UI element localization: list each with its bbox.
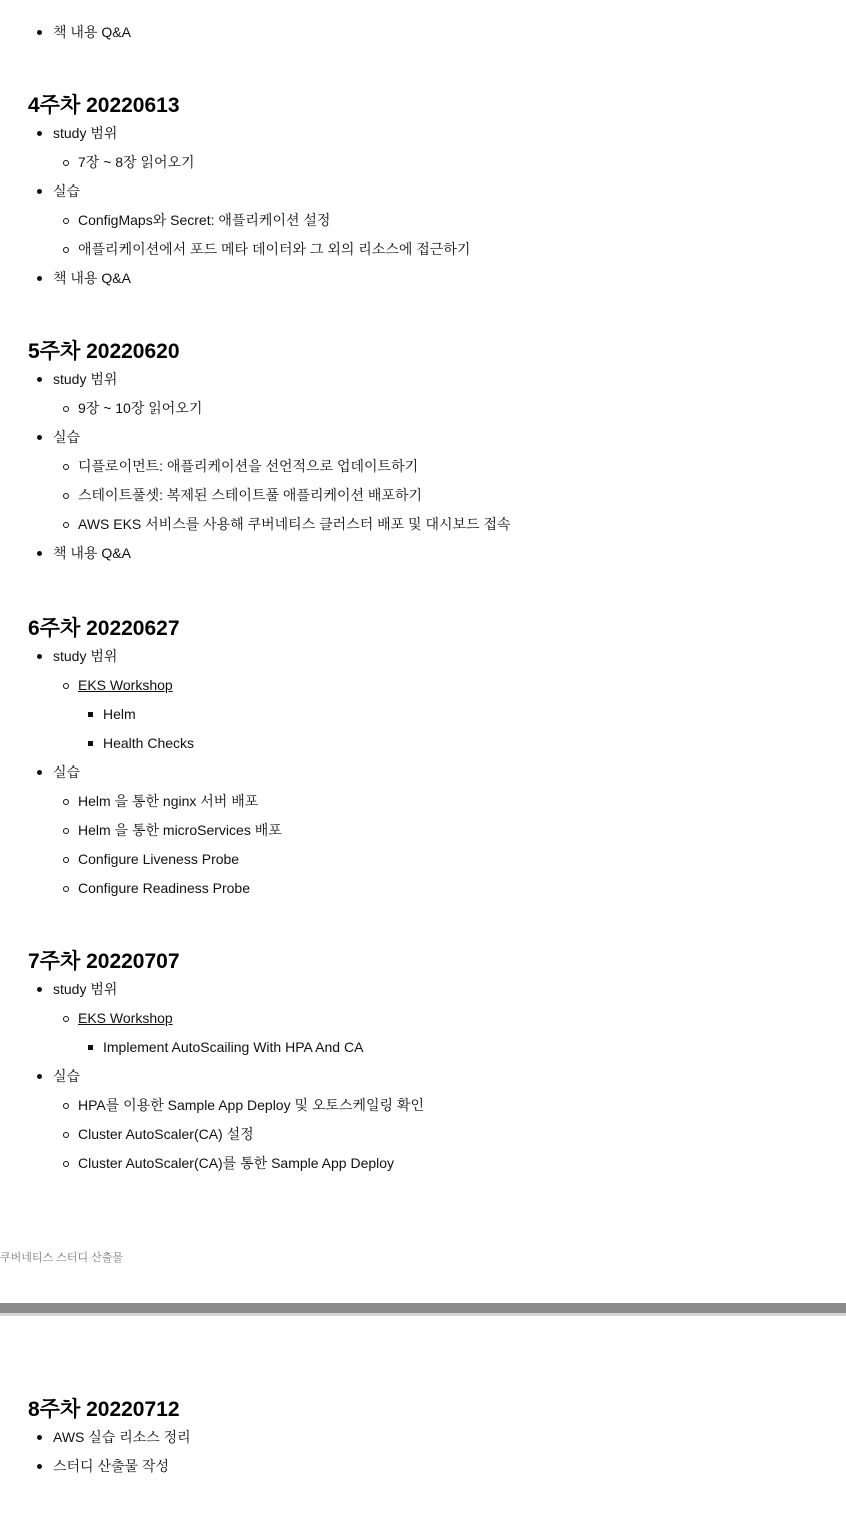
list-item [53, 1149, 828, 1178]
practice-item: ConfigMaps와 Secret: 애플리케이션 설정 [78, 212, 331, 228]
practice-item: 디플로이먼트: 애플리케이션을 선언적으로 업데이트하기 [78, 458, 419, 474]
list-item [53, 816, 828, 845]
week-5-title: 5주차 20220620 [28, 340, 180, 363]
list-item [53, 1120, 828, 1149]
list-item [28, 539, 828, 568]
study-link-item [78, 677, 173, 693]
list-item [53, 845, 828, 874]
list-item [28, 264, 828, 293]
week-6-list [28, 642, 828, 903]
week-7-section [28, 949, 828, 1178]
week-4-list [28, 119, 828, 293]
practice-item: Helm 을 통한 nginx 서버 배포 [78, 793, 259, 809]
study-range-list [53, 148, 828, 177]
list-item [53, 394, 828, 423]
study-subitem: Health Checks [103, 735, 195, 751]
list-item [28, 423, 828, 539]
top-list [28, 18, 828, 47]
page-break-divider [0, 1303, 846, 1313]
list-item [53, 874, 828, 903]
week-8-title: 8주차 20220712 [28, 1398, 180, 1421]
practice-label: 실습 [53, 429, 81, 445]
list-item [53, 510, 828, 539]
list-item [28, 642, 828, 758]
study-item: 9장 ~ 10장 읽어오기 [78, 400, 203, 416]
practice-item: Helm 을 통한 microServices 배포 [78, 822, 282, 838]
list-item [53, 1004, 828, 1062]
page-footer-label: 쿠버네티스 스터디 산출물 [0, 1252, 123, 1264]
list-item [28, 1062, 828, 1178]
eks-workshop-link[interactable]: EKS Workshop [78, 677, 173, 693]
page-break-shadow [0, 1313, 846, 1316]
week-6-section [28, 616, 828, 903]
list-item [53, 787, 828, 816]
list-item [53, 671, 828, 758]
list-item [53, 148, 828, 177]
list-item [53, 1091, 828, 1120]
list-item [53, 206, 828, 235]
practice-list [53, 787, 828, 903]
week-4-section [28, 93, 828, 293]
list-item [78, 729, 828, 758]
study-link-item [78, 1010, 173, 1026]
list-item [78, 700, 828, 729]
eks-workshop-link[interactable]: EKS Workshop [78, 1010, 173, 1026]
study-range-label: study 범위 [53, 981, 118, 997]
practice-list [53, 452, 828, 539]
study-range-label: study 범위 [53, 125, 118, 141]
week-8-item: 스터디 산출물 작성 [53, 1458, 169, 1474]
study-range-label: study 범위 [53, 648, 118, 664]
week-5-section [28, 339, 828, 568]
list-item [28, 1423, 828, 1452]
practice-list [53, 1091, 828, 1178]
practice-label: 실습 [53, 1068, 81, 1084]
study-range-list [53, 1004, 828, 1062]
study-subitems [78, 700, 828, 758]
practice-item: Cluster AutoScaler(CA)를 통한 Sample App Deploy [78, 1155, 395, 1171]
list-item [53, 481, 828, 510]
week-6-title: 6주차 20220627 [28, 617, 180, 640]
practice-item: 애플리케이션에서 포드 메타 데이터와 그 외의 리소스에 접근하기 [78, 241, 471, 257]
list-item [28, 1452, 828, 1481]
study-range-list [53, 394, 828, 423]
qa-item: 책 내용 Q&A [53, 270, 131, 286]
list-item [53, 235, 828, 264]
practice-label: 실습 [53, 764, 81, 780]
practice-item: Cluster AutoScaler(CA) 설정 [78, 1126, 254, 1142]
week-8-list [28, 1423, 828, 1481]
list-item [28, 18, 828, 47]
practice-item: Configure Readiness Probe [78, 880, 250, 896]
study-subitem: Implement AutoScailing With HPA And CA [103, 1039, 364, 1055]
week-8-item: AWS 실습 리소스 정리 [53, 1429, 191, 1445]
practice-item: AWS EKS 서비스를 사용해 쿠버네티스 클러스터 배포 및 대시보드 접속 [78, 516, 511, 532]
week-5-list [28, 365, 828, 568]
week-7-title: 7주차 20220707 [28, 950, 180, 973]
practice-item: 스테이트풀셋: 복제된 스테이트풀 애플리케이션 배포하기 [78, 487, 423, 503]
list-item [53, 452, 828, 481]
list-item [28, 365, 828, 423]
study-subitems [78, 1033, 828, 1062]
list-item [28, 975, 828, 1062]
qa-item: 책 내용 Q&A [53, 24, 131, 40]
study-range-label: study 범위 [53, 371, 118, 387]
study-item: 7장 ~ 8장 읽어오기 [78, 154, 195, 170]
practice-item: HPA를 이용한 Sample App Deploy 및 오토스케일링 확인 [78, 1097, 424, 1113]
top-section [28, 18, 828, 47]
qa-item: 책 내용 Q&A [53, 545, 131, 561]
study-range-list [53, 671, 828, 758]
practice-item: Configure Liveness Probe [78, 851, 240, 867]
list-item [28, 758, 828, 903]
practice-list [53, 206, 828, 264]
list-item [28, 119, 828, 177]
week-4-title: 4주차 20220613 [28, 94, 180, 117]
study-subitem: Helm [103, 706, 136, 722]
week-8-section [28, 1397, 828, 1481]
week-7-list [28, 975, 828, 1178]
list-item [28, 177, 828, 264]
list-item [78, 1033, 828, 1062]
practice-label: 실습 [53, 183, 81, 199]
